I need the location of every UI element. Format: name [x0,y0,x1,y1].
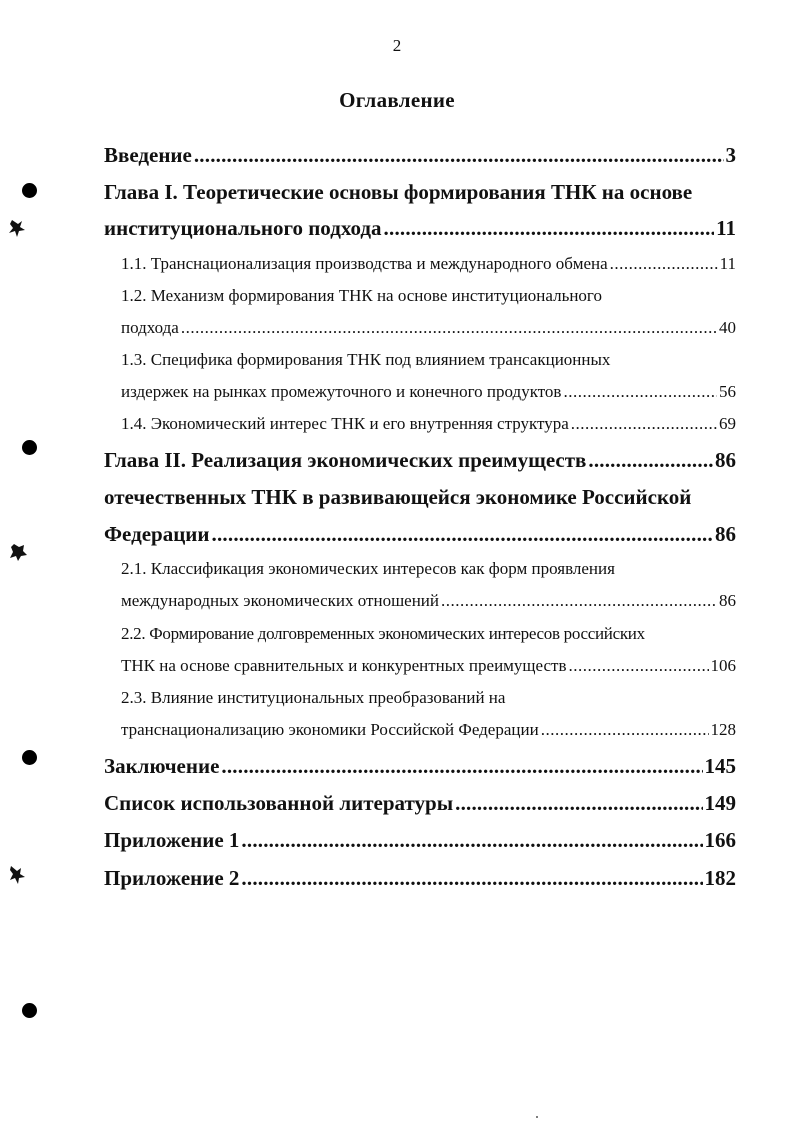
toc-entry-text: 1.4. Экономический интерес ТНК и его внутренняя структура [121,414,569,433]
toc-entry-1-3-cont[interactable] [121,382,736,402]
toc-entry-1-2-cont[interactable] [121,318,736,338]
scan-blot-mark [6,216,30,240]
toc-entry-1-3[interactable] [121,350,736,370]
toc-entry-page: 86 [719,591,736,610]
leader-dots [541,720,709,740]
toc-entry-2-2-cont[interactable] [121,656,736,676]
toc-entry-2-1[interactable] [121,559,736,579]
toc-entry-page: 3 [725,143,736,167]
leader-dots [610,254,718,274]
toc-entry-text: Введение [104,143,192,167]
toc-entry-text: 2.3. Влияние институциональных преобразований на [121,688,506,707]
toc-entry-chapter-1[interactable] [104,180,736,205]
toc-entry-page: 182 [704,866,736,890]
leader-dots [241,828,702,853]
toc-entry-2-3[interactable] [121,688,736,708]
toc-entry-text: 1.1. Транснационализация производства и международного обмена [121,254,608,273]
toc-entry-text: Глава I. Теоретические основы формирования ТНК на основе [104,180,693,204]
leader-dots [571,414,717,434]
toc-entry-text: 2.2. Формирование долговременных экономических интересов российских [121,624,645,643]
toc-entry-1-4[interactable] [121,414,736,434]
toc-entry-page: 149 [704,791,736,815]
leader-dots [588,448,713,473]
scan-blot-mark [6,862,30,886]
toc-entry-2-1-cont[interactable] [121,591,736,611]
toc-entry-2-2[interactable] [121,624,736,644]
toc-entry-text: Приложение 1 [104,828,240,852]
toc-entry-text: 2.1. Классификация экономических интересов как форм проявления [121,559,615,578]
leader-dots [212,522,713,547]
leader-dots [441,591,717,611]
leader-dots [241,866,702,891]
toc-entry-page: 69 [719,414,736,433]
toc-entry-text: подхода [121,318,179,337]
leader-dots [194,143,724,168]
page-number: 2 [392,36,402,55]
binder-hole-mark [22,750,37,765]
toc-entry-chapter-2-cont[interactable] [104,485,736,510]
binder-hole-mark [22,1003,37,1018]
scan-speck [536,1116,538,1118]
leader-dots [221,754,702,779]
toc-entry-text: Федерации [104,522,210,546]
toc-entry-page: 11 [716,216,736,240]
toc-entry-page: 86 [715,448,736,472]
toc-entry-text: 1.3. Специфика формирования ТНК под влиянием трансакционных [121,350,611,369]
leader-dots [563,382,717,402]
binder-hole-mark [22,183,37,198]
toc-entry-conclusion[interactable] [104,754,736,779]
toc-entry-page: 40 [719,318,736,337]
toc-entry-text: издержек на рынках промежуточного и конечного продуктов [121,382,562,401]
toc-entry-page: 86 [715,522,736,546]
toc-entry-page: 56 [719,382,736,401]
toc-entry-introduction[interactable] [104,143,736,168]
toc-entry-appendix-2[interactable] [104,866,736,891]
leader-dots [569,656,709,676]
toc-entry-chapter-2-cont2[interactable] [104,522,736,547]
toc-entry-text: Заключение [104,754,220,778]
toc-entry-text: международных экономических отношений [121,591,439,610]
toc-title: Оглавление [339,88,455,112]
toc-entry-page: 106 [710,656,736,675]
toc-entry-chapter-1-cont[interactable] [104,216,736,241]
toc-entry-page: 11 [719,254,736,273]
leader-dots [384,216,715,241]
leader-dots [181,318,717,338]
toc-entry-text: транснационализацию экономики Российской Федерации [121,720,539,739]
toc-entry-text: Приложение 2 [104,866,240,890]
leader-dots [455,791,702,816]
toc-entry-references[interactable] [104,791,736,816]
toc-entry-page: 145 [704,754,736,778]
toc-entry-text: ТНК на основе сравнительных и конкурентных преимуществ [121,656,567,675]
toc-entry-1-2[interactable] [121,286,736,306]
toc-entry-appendix-1[interactable] [104,828,736,853]
toc-entry-text: Глава II. Реализация экономических преимуществ [104,448,587,472]
toc-entry-text: Список использованной литературы [104,791,454,815]
binder-hole-mark [22,440,37,455]
toc-entry-text: отечественных ТНК в развивающейся экономике Российской [104,485,692,509]
toc-entry-page: 166 [704,828,736,852]
toc-entry-text: институционального подхода [104,216,382,240]
toc-entry-page: 128 [710,720,736,739]
scan-blot-mark [6,540,30,564]
toc-entry-text: 1.2. Механизм формирования ТНК на основе институционального [121,286,602,305]
toc-entry-2-3-cont[interactable] [121,720,736,740]
toc-entry-1-1[interactable] [121,254,736,274]
toc-entry-chapter-2[interactable] [104,448,736,473]
